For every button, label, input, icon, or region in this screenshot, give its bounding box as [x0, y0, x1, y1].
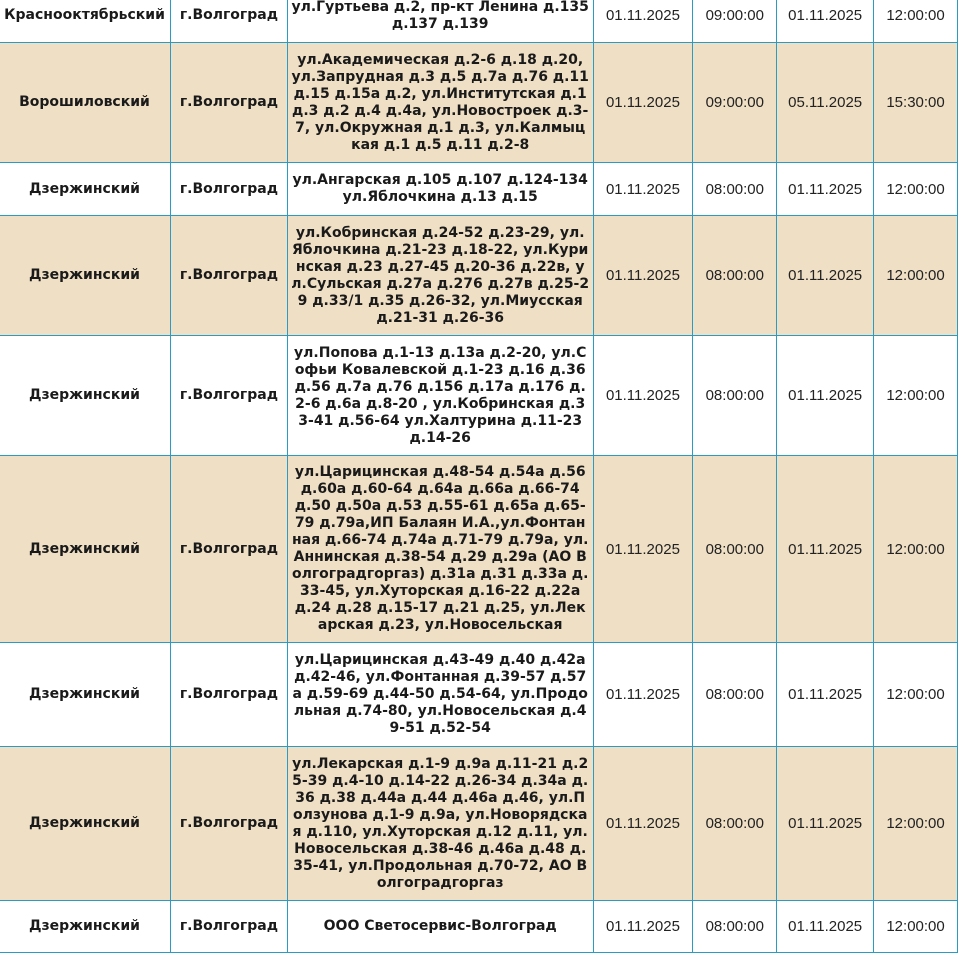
table-row: [0, 216, 958, 336]
city-cell: г.Волгоград: [170, 0, 287, 43]
district-cell: Дзержинский: [0, 336, 170, 456]
end-time-cell: 12:00:00: [874, 901, 958, 953]
end-time-cell: 12:00:00: [874, 747, 958, 901]
end-date-cell: 01.11.2025: [777, 643, 874, 747]
start-time-cell: 09:00:00: [693, 0, 777, 43]
start-date-cell: 01.11.2025: [593, 216, 693, 336]
city-cell: г.Волгоград: [170, 163, 287, 216]
start-time-cell: 08:00:00: [693, 456, 777, 643]
end-date-cell: 01.11.2025: [777, 456, 874, 643]
start-time-cell: 09:00:00: [693, 43, 777, 163]
end-date-cell: 05.11.2025: [777, 43, 874, 163]
city-cell: г.Волгоград: [170, 336, 287, 456]
start-time-cell: 08:00:00: [693, 163, 777, 216]
address-cell: ул.Кобринская д.24-52 д.23-29, ул.Яблочкина д.21-23 д.18-22, ул.Куринская д.23 д.27-45 д.20-36 д.22в, ул.Сульская д.27а д.276 д.27в д.25-29 д.33/1 д.35 д.26-32, ул.Миусская д.21-31 д.26-36: [287, 216, 593, 336]
table-row: [0, 336, 958, 456]
table-row: [0, 456, 958, 643]
address-cell: ул.Гуртьева д.2, пр-кт Ленина д.135 д.137 д.139: [287, 0, 593, 43]
address-cell: ул.Царицинская д.43-49 д.40 д.42а д.42-46, ул.Фонтанная д.39-57 д.57а д.59-69 д.44-50 д.54-64, ул.Продольная д.74-80, ул.Новосельская д.49-51 д.52-54: [287, 643, 593, 747]
address-cell: ООО Светосервис-Волгоград: [287, 901, 593, 953]
city-cell: г.Волгоград: [170, 216, 287, 336]
start-date-cell: 01.11.2025: [593, 43, 693, 163]
city-cell: г.Волгоград: [170, 901, 287, 953]
district-cell: Дзержинский: [0, 901, 170, 953]
end-date-cell: 01.11.2025: [777, 336, 874, 456]
start-date-cell: 01.11.2025: [593, 336, 693, 456]
start-time-cell: 08:00:00: [693, 216, 777, 336]
table-row: [0, 643, 958, 747]
address-cell: ул.Ангарская д.105 д.107 д.124-134 ул.Яблочкина д.13 д.15: [287, 163, 593, 216]
start-time-cell: 08:00:00: [693, 336, 777, 456]
district-cell: Дзержинский: [0, 643, 170, 747]
start-date-cell: 01.11.2025: [593, 456, 693, 643]
address-cell: ул.Царицинская д.48-54 д.54а д.56 д.60а д.60-64 д.64а д.66а д.66-74 д.50 д.50а д.53 д.55-61 д.65а д.65-79 д.79а,ИП Балаян И.А.,ул.Фонтанная д.66-74 д.74а д.71-79 д.79а, ул.Аннинская д.38-54 д.29 д.29а (АО Волгоградгоргаз) д.31а д.31 д.33а д.33-45, ул.Хуторская д.16-22 д.22а д.24 д.28 д.15-17 д.21 д.25, ул.Лекарская д.23, ул.Новосельская: [287, 456, 593, 643]
start-date-cell: 01.11.2025: [593, 901, 693, 953]
end-time-cell: 12:00:00: [874, 336, 958, 456]
city-cell: г.Волгоград: [170, 43, 287, 163]
address-cell: ул.Академическая д.2-6 д.18 д.20, ул.Запрудная д.3 д.5 д.7а д.76 д.11 д.15 д.15а д.2, ул.Институтская д.1 д.3 д.2 д.4 д.4а, ул.Новостроек д.3-7, ул.Окружная д.1 д.3, ул.Калмыцкая д.1 д.5 д.11 д.2-8: [287, 43, 593, 163]
end-time-cell: 12:00:00: [874, 643, 958, 747]
table-row: [0, 163, 958, 216]
city-cell: г.Волгоград: [170, 456, 287, 643]
table-row: [0, 0, 958, 43]
table-row: [0, 747, 958, 901]
address-cell: ул.Попова д.1-13 д.13а д.2-20, ул.Софьи Ковалевской д.1-23 д.16 д.36 д.56 д.7а д.76 д.156 д.17а д.176 д.2-6 д.6а д.8-20 , ул.Кобринская д.33-41 д.56-64 ул.Халтурина д.11-23 д.14-26: [287, 336, 593, 456]
district-cell: Дзержинский: [0, 747, 170, 901]
start-time-cell: 08:00:00: [693, 747, 777, 901]
district-cell: Краснооктябрьский: [0, 0, 170, 43]
end-time-cell: 12:00:00: [874, 456, 958, 643]
address-cell: ул.Лекарская д.1-9 д.9а д.11-21 д.25-39 д.4-10 д.14-22 д.26-34 д.34а д.36 д.38 д.44а д.44 д.46а д.46, ул.Ползунова д.1-9 д.9а, ул.Новорядская д.110, ул.Хуторская д.12 д.11, ул.Новосельская д.38-46 д.46а д.48 д.35-41, ул.Продольная д.70-72, АО Волгоградгоргаз: [287, 747, 593, 901]
start-date-cell: 01.11.2025: [593, 0, 693, 43]
district-cell: Ворошиловский: [0, 43, 170, 163]
end-date-cell: 01.11.2025: [777, 0, 874, 43]
end-date-cell: 01.11.2025: [777, 216, 874, 336]
start-time-cell: 08:00:00: [693, 901, 777, 953]
start-date-cell: 01.11.2025: [593, 163, 693, 216]
end-date-cell: 01.11.2025: [777, 747, 874, 901]
district-cell: Дзержинский: [0, 163, 170, 216]
district-cell: Дзержинский: [0, 216, 170, 336]
end-time-cell: 15:30:00: [874, 43, 958, 163]
end-time-cell: 12:00:00: [874, 0, 958, 43]
table-row: [0, 43, 958, 163]
city-cell: г.Волгоград: [170, 747, 287, 901]
start-time-cell: 08:00:00: [693, 643, 777, 747]
end-time-cell: 12:00:00: [874, 163, 958, 216]
district-cell: Дзержинский: [0, 456, 170, 643]
start-date-cell: 01.11.2025: [593, 643, 693, 747]
end-time-cell: 12:00:00: [874, 216, 958, 336]
table-row: [0, 901, 958, 953]
start-date-cell: 01.11.2025: [593, 747, 693, 901]
city-cell: г.Волгоград: [170, 643, 287, 747]
end-date-cell: 01.11.2025: [777, 901, 874, 953]
end-date-cell: 01.11.2025: [777, 163, 874, 216]
